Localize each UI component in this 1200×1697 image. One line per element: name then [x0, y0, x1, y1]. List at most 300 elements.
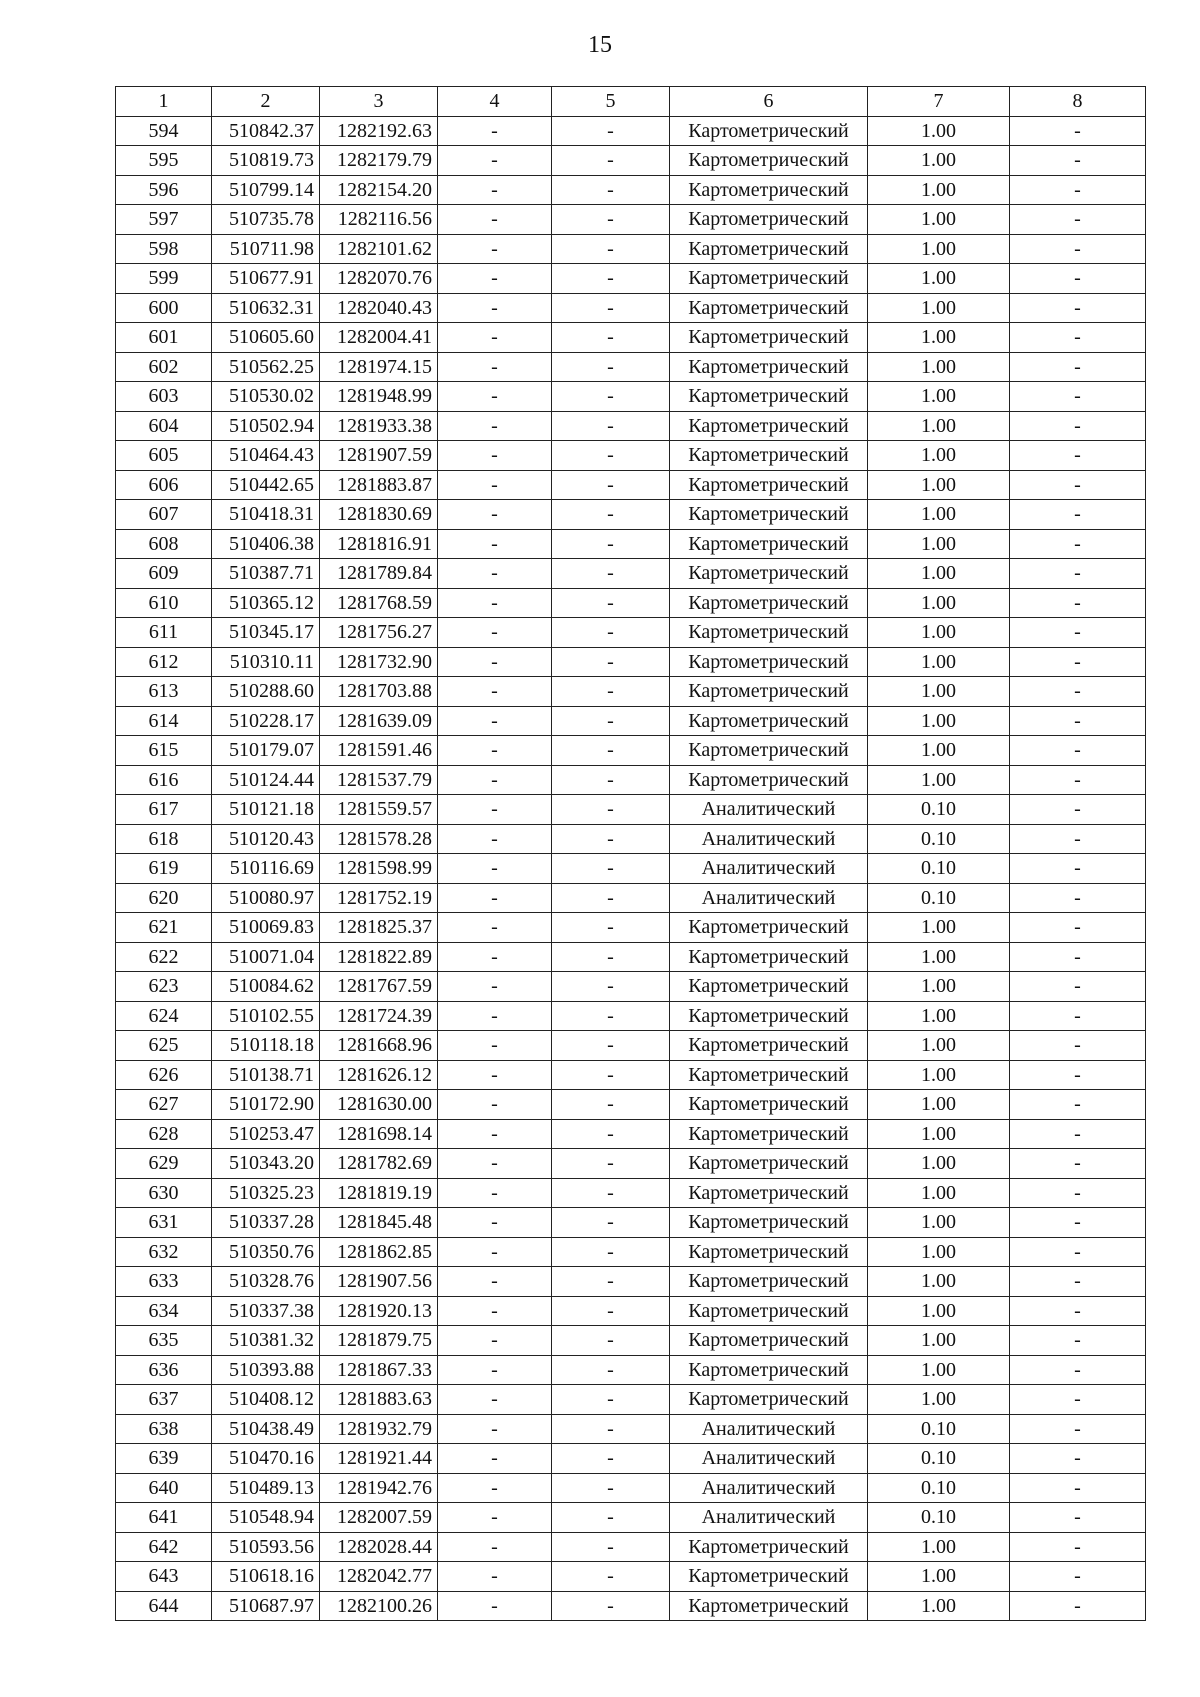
- cell-col-8: -: [1010, 146, 1146, 176]
- cell-col-5: -: [552, 765, 670, 795]
- cell-coord-y: 1282154.20: [320, 175, 438, 205]
- cell-col-5: -: [552, 1473, 670, 1503]
- cell-coord-x: 510328.76: [212, 1267, 320, 1297]
- cell-col-5: -: [552, 234, 670, 264]
- cell-col-4: -: [438, 1414, 552, 1444]
- cell-col-5: -: [552, 1031, 670, 1061]
- cell-coord-x: 510687.97: [212, 1591, 320, 1621]
- cell-coord-y: 1281816.91: [320, 529, 438, 559]
- cell-accuracy: 1.00: [868, 205, 1010, 235]
- table-row: [116, 382, 1146, 412]
- cell-coord-y: 1282101.62: [320, 234, 438, 264]
- cell-col-5: -: [552, 500, 670, 530]
- cell-accuracy: 1.00: [868, 1237, 1010, 1267]
- cell-coord-x: 510799.14: [212, 175, 320, 205]
- column-header-8: 8: [1010, 87, 1146, 117]
- table-row: [116, 913, 1146, 943]
- cell-col-8: -: [1010, 1296, 1146, 1326]
- table-row: [116, 795, 1146, 825]
- cell-point-number: 634: [116, 1296, 212, 1326]
- cell-col-8: -: [1010, 1385, 1146, 1415]
- cell-col-4: -: [438, 382, 552, 412]
- column-header-1: 1: [116, 87, 212, 117]
- cell-col-5: -: [552, 677, 670, 707]
- table-row: [116, 1060, 1146, 1090]
- cell-point-number: 596: [116, 175, 212, 205]
- cell-method: Картометрический: [670, 913, 868, 943]
- cell-col-5: -: [552, 382, 670, 412]
- cell-col-4: -: [438, 647, 552, 677]
- cell-method: Аналитический: [670, 1444, 868, 1474]
- cell-col-8: -: [1010, 588, 1146, 618]
- table-row: [116, 1591, 1146, 1621]
- cell-coord-x: 510548.94: [212, 1503, 320, 1533]
- cell-col-8: -: [1010, 205, 1146, 235]
- cell-accuracy: 1.00: [868, 470, 1010, 500]
- cell-col-5: -: [552, 529, 670, 559]
- table-row: [116, 205, 1146, 235]
- cell-accuracy: 1.00: [868, 736, 1010, 766]
- cell-coord-x: 510438.49: [212, 1414, 320, 1444]
- cell-coord-y: 1281819.19: [320, 1178, 438, 1208]
- cell-accuracy: 1.00: [868, 1267, 1010, 1297]
- cell-coord-y: 1281907.59: [320, 441, 438, 471]
- column-header-3: 3: [320, 87, 438, 117]
- cell-method: Картометрический: [670, 559, 868, 589]
- cell-method: Картометрический: [670, 264, 868, 294]
- cell-col-4: -: [438, 765, 552, 795]
- cell-coord-y: 1281698.14: [320, 1119, 438, 1149]
- cell-col-4: -: [438, 1296, 552, 1326]
- cell-coord-x: 510345.17: [212, 618, 320, 648]
- cell-coord-y: 1282116.56: [320, 205, 438, 235]
- table-row: [116, 175, 1146, 205]
- cell-col-8: -: [1010, 706, 1146, 736]
- cell-coord-x: 510179.07: [212, 736, 320, 766]
- cell-method: Картометрический: [670, 1237, 868, 1267]
- cell-accuracy: 1.00: [868, 765, 1010, 795]
- cell-col-4: -: [438, 1355, 552, 1385]
- cell-col-8: -: [1010, 411, 1146, 441]
- cell-point-number: 599: [116, 264, 212, 294]
- cell-method: Картометрический: [670, 323, 868, 353]
- cell-point-number: 628: [116, 1119, 212, 1149]
- column-header-2: 2: [212, 87, 320, 117]
- cell-method: Картометрический: [670, 972, 868, 1002]
- column-header-4: 4: [438, 87, 552, 117]
- cell-col-5: -: [552, 116, 670, 146]
- cell-col-4: -: [438, 146, 552, 176]
- cell-col-5: -: [552, 205, 670, 235]
- cell-col-8: -: [1010, 1503, 1146, 1533]
- cell-point-number: 598: [116, 234, 212, 264]
- table-header: [116, 87, 1146, 117]
- cell-coord-y: 1281591.46: [320, 736, 438, 766]
- cell-accuracy: 1.00: [868, 1090, 1010, 1120]
- cell-col-4: -: [438, 264, 552, 294]
- cell-accuracy: 1.00: [868, 529, 1010, 559]
- cell-coord-y: 1281825.37: [320, 913, 438, 943]
- cell-coord-y: 1281598.99: [320, 854, 438, 884]
- cell-col-4: -: [438, 1562, 552, 1592]
- cell-accuracy: 1.00: [868, 175, 1010, 205]
- cell-col-5: -: [552, 1001, 670, 1031]
- cell-accuracy: 1.00: [868, 913, 1010, 943]
- cell-coord-x: 510418.31: [212, 500, 320, 530]
- table-row: [116, 146, 1146, 176]
- cell-coord-y: 1281822.89: [320, 942, 438, 972]
- cell-coord-x: 510343.20: [212, 1149, 320, 1179]
- cell-accuracy: 1.00: [868, 441, 1010, 471]
- cell-col-4: -: [438, 854, 552, 884]
- cell-col-8: -: [1010, 1591, 1146, 1621]
- cell-col-4: -: [438, 293, 552, 323]
- cell-coord-x: 510562.25: [212, 352, 320, 382]
- cell-point-number: 595: [116, 146, 212, 176]
- cell-accuracy: 1.00: [868, 618, 1010, 648]
- cell-col-5: -: [552, 1119, 670, 1149]
- cell-coord-y: 1281845.48: [320, 1208, 438, 1238]
- cell-col-8: -: [1010, 1444, 1146, 1474]
- cell-method: Картометрический: [670, 1060, 868, 1090]
- cell-coord-y: 1281756.27: [320, 618, 438, 648]
- cell-col-8: -: [1010, 1208, 1146, 1238]
- cell-coord-y: 1281883.87: [320, 470, 438, 500]
- cell-coord-y: 1281879.75: [320, 1326, 438, 1356]
- cell-coord-y: 1281907.56: [320, 1267, 438, 1297]
- cell-coord-x: 510365.12: [212, 588, 320, 618]
- cell-point-number: 603: [116, 382, 212, 412]
- cell-col-8: -: [1010, 1414, 1146, 1444]
- cell-col-5: -: [552, 1237, 670, 1267]
- cell-method: Картометрический: [670, 1208, 868, 1238]
- cell-point-number: 610: [116, 588, 212, 618]
- cell-col-4: -: [438, 323, 552, 353]
- cell-coord-x: 510393.88: [212, 1355, 320, 1385]
- cell-coord-y: 1281932.79: [320, 1414, 438, 1444]
- cell-coord-y: 1282007.59: [320, 1503, 438, 1533]
- cell-point-number: 639: [116, 1444, 212, 1474]
- cell-accuracy: 1.00: [868, 647, 1010, 677]
- cell-point-number: 635: [116, 1326, 212, 1356]
- cell-coord-x: 510121.18: [212, 795, 320, 825]
- cell-coord-x: 510172.90: [212, 1090, 320, 1120]
- cell-method: Картометрический: [670, 942, 868, 972]
- cell-point-number: 614: [116, 706, 212, 736]
- table-row: [116, 588, 1146, 618]
- cell-coord-x: 510381.32: [212, 1326, 320, 1356]
- cell-point-number: 621: [116, 913, 212, 943]
- cell-col-4: -: [438, 706, 552, 736]
- cell-coord-y: 1282042.77: [320, 1562, 438, 1592]
- cell-method: Картометрический: [670, 588, 868, 618]
- cell-coord-x: 510253.47: [212, 1119, 320, 1149]
- cell-col-4: -: [438, 1591, 552, 1621]
- cell-col-4: -: [438, 677, 552, 707]
- table-row: [116, 1414, 1146, 1444]
- cell-point-number: 627: [116, 1090, 212, 1120]
- cell-col-5: -: [552, 1591, 670, 1621]
- cell-coord-y: 1281537.79: [320, 765, 438, 795]
- cell-method: Картометрический: [670, 1532, 868, 1562]
- cell-accuracy: 1.00: [868, 352, 1010, 382]
- table-row: [116, 824, 1146, 854]
- cell-coord-y: 1281862.85: [320, 1237, 438, 1267]
- table-row: [116, 1119, 1146, 1149]
- column-header-5: 5: [552, 87, 670, 117]
- cell-point-number: 615: [116, 736, 212, 766]
- cell-col-8: -: [1010, 1178, 1146, 1208]
- cell-accuracy: 1.00: [868, 1119, 1010, 1149]
- cell-point-number: 643: [116, 1562, 212, 1592]
- table-row: [116, 264, 1146, 294]
- cell-col-4: -: [438, 1444, 552, 1474]
- cell-col-4: -: [438, 588, 552, 618]
- cell-accuracy: 1.00: [868, 1149, 1010, 1179]
- cell-method: Картометрический: [670, 1355, 868, 1385]
- cell-method: Картометрический: [670, 1090, 868, 1120]
- cell-col-8: -: [1010, 647, 1146, 677]
- cell-method: Картометрический: [670, 1326, 868, 1356]
- cell-col-8: -: [1010, 795, 1146, 825]
- cell-col-5: -: [552, 352, 670, 382]
- cell-coord-y: 1281782.69: [320, 1149, 438, 1179]
- cell-col-5: -: [552, 323, 670, 353]
- table-row: [116, 1473, 1146, 1503]
- table-row: [116, 500, 1146, 530]
- cell-col-8: -: [1010, 529, 1146, 559]
- cell-col-5: -: [552, 1060, 670, 1090]
- cell-col-5: -: [552, 883, 670, 913]
- cell-method: Картометрический: [670, 116, 868, 146]
- cell-col-4: -: [438, 795, 552, 825]
- cell-method: Картометрический: [670, 382, 868, 412]
- cell-point-number: 637: [116, 1385, 212, 1415]
- cell-point-number: 632: [116, 1237, 212, 1267]
- cell-accuracy: 1.00: [868, 1326, 1010, 1356]
- cell-accuracy: 1.00: [868, 234, 1010, 264]
- cell-col-5: -: [552, 706, 670, 736]
- cell-method: Картометрический: [670, 1296, 868, 1326]
- cell-coord-x: 510632.31: [212, 293, 320, 323]
- cell-col-5: -: [552, 1090, 670, 1120]
- cell-col-4: -: [438, 470, 552, 500]
- cell-col-4: -: [438, 972, 552, 1002]
- cell-point-number: 613: [116, 677, 212, 707]
- cell-accuracy: 0.10: [868, 1444, 1010, 1474]
- cell-col-5: -: [552, 1414, 670, 1444]
- cell-point-number: 616: [116, 765, 212, 795]
- cell-method: Картометрический: [670, 411, 868, 441]
- cell-coord-y: 1282100.26: [320, 1591, 438, 1621]
- cell-col-4: -: [438, 824, 552, 854]
- cell-col-8: -: [1010, 1267, 1146, 1297]
- cell-point-number: 640: [116, 1473, 212, 1503]
- cell-accuracy: 1.00: [868, 382, 1010, 412]
- cell-method: Картометрический: [670, 1562, 868, 1592]
- cell-point-number: 623: [116, 972, 212, 1002]
- cell-col-8: -: [1010, 234, 1146, 264]
- cell-accuracy: 1.00: [868, 1296, 1010, 1326]
- cell-col-8: -: [1010, 883, 1146, 913]
- cell-col-5: -: [552, 736, 670, 766]
- cell-col-8: -: [1010, 382, 1146, 412]
- cell-point-number: 644: [116, 1591, 212, 1621]
- cell-method: Картометрический: [670, 205, 868, 235]
- cell-coord-y: 1281578.28: [320, 824, 438, 854]
- table-row: [116, 1208, 1146, 1238]
- cell-method: Аналитический: [670, 795, 868, 825]
- cell-coord-y: 1281948.99: [320, 382, 438, 412]
- cell-col-5: -: [552, 1178, 670, 1208]
- cell-col-8: -: [1010, 293, 1146, 323]
- table-row: [116, 1562, 1146, 1592]
- cell-col-4: -: [438, 1326, 552, 1356]
- cell-coord-y: 1281724.39: [320, 1001, 438, 1031]
- cell-coord-x: 510071.04: [212, 942, 320, 972]
- cell-accuracy: 0.10: [868, 854, 1010, 884]
- cell-col-4: -: [438, 883, 552, 913]
- cell-col-8: -: [1010, 1031, 1146, 1061]
- table-row: [116, 647, 1146, 677]
- cell-coord-y: 1282070.76: [320, 264, 438, 294]
- cell-coord-x: 510489.13: [212, 1473, 320, 1503]
- cell-method: Картометрический: [670, 1149, 868, 1179]
- cell-method: Картометрический: [670, 1385, 868, 1415]
- cell-coord-y: 1281830.69: [320, 500, 438, 530]
- cell-coord-y: 1281639.09: [320, 706, 438, 736]
- cell-accuracy: 1.00: [868, 1562, 1010, 1592]
- cell-col-5: -: [552, 588, 670, 618]
- cell-col-5: -: [552, 559, 670, 589]
- cell-method: Картометрический: [670, 1591, 868, 1621]
- table-body: [116, 116, 1146, 1621]
- cell-col-5: -: [552, 264, 670, 294]
- cell-coord-x: 510288.60: [212, 677, 320, 707]
- cell-coord-x: 510337.38: [212, 1296, 320, 1326]
- cell-method: Картометрический: [670, 706, 868, 736]
- cell-coord-y: 1281732.90: [320, 647, 438, 677]
- table-row: [116, 234, 1146, 264]
- cell-coord-y: 1281668.96: [320, 1031, 438, 1061]
- table-row: [116, 441, 1146, 471]
- cell-col-5: -: [552, 972, 670, 1002]
- cell-point-number: 620: [116, 883, 212, 913]
- cell-accuracy: 1.00: [868, 1355, 1010, 1385]
- table-row: [116, 1444, 1146, 1474]
- cell-accuracy: 1.00: [868, 677, 1010, 707]
- cell-coord-x: 510310.11: [212, 647, 320, 677]
- cell-col-4: -: [438, 1503, 552, 1533]
- table-row: [116, 736, 1146, 766]
- table-row: [116, 411, 1146, 441]
- cell-col-4: -: [438, 529, 552, 559]
- column-header-7: 7: [868, 87, 1010, 117]
- cell-col-4: -: [438, 352, 552, 382]
- cell-col-8: -: [1010, 765, 1146, 795]
- cell-col-4: -: [438, 1532, 552, 1562]
- cell-accuracy: 1.00: [868, 146, 1010, 176]
- table-row: [116, 1090, 1146, 1120]
- cell-col-5: -: [552, 411, 670, 441]
- cell-method: Картометрический: [670, 1178, 868, 1208]
- cell-accuracy: 1.00: [868, 588, 1010, 618]
- cell-col-5: -: [552, 441, 670, 471]
- table-row: [116, 1178, 1146, 1208]
- cell-method: Картометрический: [670, 647, 868, 677]
- cell-method: Картометрический: [670, 677, 868, 707]
- cell-point-number: 629: [116, 1149, 212, 1179]
- cell-method: Картометрический: [670, 618, 868, 648]
- cell-method: Картометрический: [670, 352, 868, 382]
- cell-point-number: 636: [116, 1355, 212, 1385]
- cell-col-4: -: [438, 618, 552, 648]
- cell-coord-y: 1281974.15: [320, 352, 438, 382]
- cell-col-4: -: [438, 500, 552, 530]
- cell-method: Картометрический: [670, 441, 868, 471]
- cell-coord-x: 510442.65: [212, 470, 320, 500]
- cell-point-number: 609: [116, 559, 212, 589]
- cell-accuracy: 1.00: [868, 323, 1010, 353]
- cell-coord-x: 510138.71: [212, 1060, 320, 1090]
- cell-col-5: -: [552, 1562, 670, 1592]
- cell-col-5: -: [552, 293, 670, 323]
- table-row: [116, 942, 1146, 972]
- table-row: [116, 1149, 1146, 1179]
- cell-col-5: -: [552, 647, 670, 677]
- cell-point-number: 604: [116, 411, 212, 441]
- cell-col-4: -: [438, 942, 552, 972]
- cell-method: Картометрический: [670, 234, 868, 264]
- cell-col-5: -: [552, 854, 670, 884]
- cell-accuracy: 1.00: [868, 264, 1010, 294]
- cell-col-8: -: [1010, 736, 1146, 766]
- cell-col-4: -: [438, 736, 552, 766]
- table-row: [116, 706, 1146, 736]
- cell-col-8: -: [1010, 323, 1146, 353]
- cell-col-4: -: [438, 1267, 552, 1297]
- cell-col-8: -: [1010, 500, 1146, 530]
- table-row: [116, 323, 1146, 353]
- cell-col-4: -: [438, 411, 552, 441]
- cell-col-4: -: [438, 1119, 552, 1149]
- cell-coord-y: 1281933.38: [320, 411, 438, 441]
- cell-col-8: -: [1010, 441, 1146, 471]
- cell-method: Картометрический: [670, 293, 868, 323]
- coordinates-table: [115, 86, 1146, 1621]
- cell-col-8: -: [1010, 264, 1146, 294]
- cell-point-number: 605: [116, 441, 212, 471]
- cell-col-5: -: [552, 913, 670, 943]
- cell-coord-x: 510325.23: [212, 1178, 320, 1208]
- cell-col-8: -: [1010, 1119, 1146, 1149]
- cell-accuracy: 1.00: [868, 1532, 1010, 1562]
- cell-coord-y: 1281752.19: [320, 883, 438, 913]
- cell-method: Картометрический: [670, 1001, 868, 1031]
- table-row: [116, 470, 1146, 500]
- table-row: [116, 677, 1146, 707]
- page-number: 15: [588, 32, 612, 58]
- table-row: [116, 352, 1146, 382]
- cell-col-5: -: [552, 942, 670, 972]
- cell-col-4: -: [438, 441, 552, 471]
- cell-accuracy: 1.00: [868, 1178, 1010, 1208]
- cell-coord-x: 510406.38: [212, 529, 320, 559]
- cell-method: Картометрический: [670, 500, 868, 530]
- cell-coord-y: 1282028.44: [320, 1532, 438, 1562]
- cell-col-8: -: [1010, 1355, 1146, 1385]
- cell-col-8: -: [1010, 470, 1146, 500]
